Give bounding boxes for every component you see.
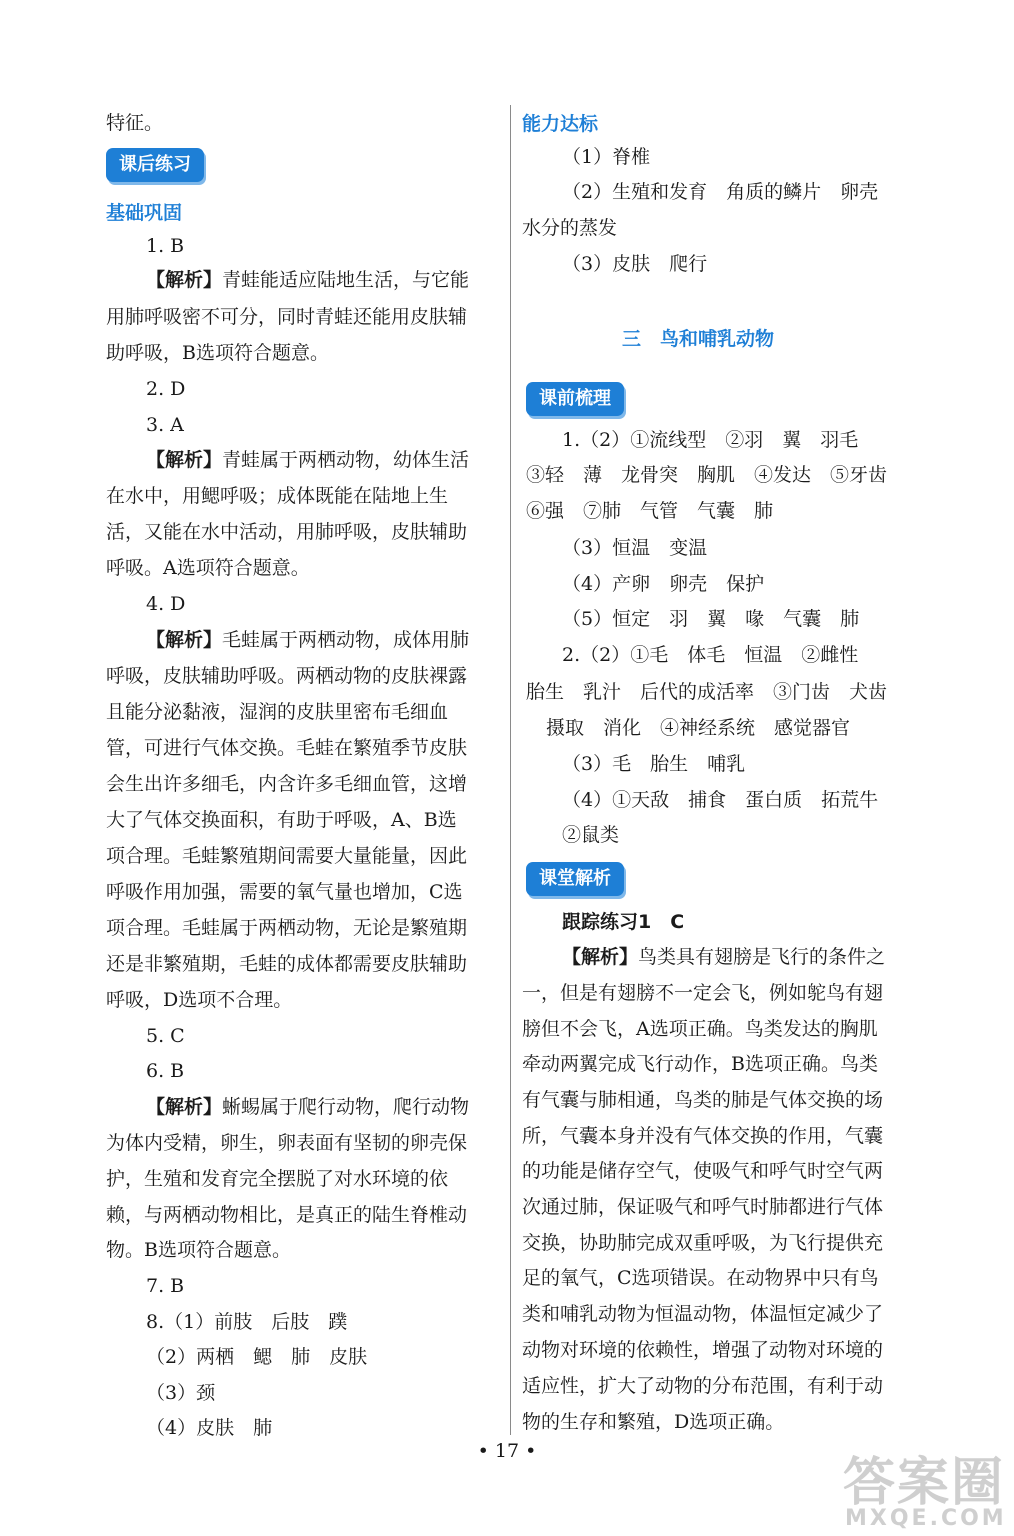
answer-line: 3. A [146,414,184,436]
section-pill-inclass: 课堂解析 [526,862,624,896]
text-line: 所，气囊本身并没有气体交换的作用，气囊 [522,1125,884,1147]
text-line: 还是非繁殖期，毛蛙的成体都需要皮肤辅助 [106,953,468,975]
text-line: 呼吸作用加强，需要的氧气量也增加，C选 [106,881,463,903]
text-line: 交换，协助肺完成双重呼吸，为飞行提供充 [522,1232,884,1254]
text-line: 物的生存和繁殖，D选项正确。 [522,1411,785,1433]
answer-line: （4）皮肤 肺 [146,1417,273,1439]
analysis-text: 毛蛙属于两栖动物，成体用肺 [222,629,470,651]
text-line: 项合理。毛蛙繁殖期间需要大量能量，因此 [106,845,468,867]
text-line: 适应性，扩大了动物的分布范围，有利于动 [522,1375,884,1397]
answer-line: 1. B [146,235,185,257]
analysis-text: 鸟类具有翅膀是飞行的条件之 [638,946,886,968]
text-line: 呼吸。A选项符合题意。 [106,557,310,579]
answer-line: 1.（2）①流线型 ②羽 翼 羽毛 [562,429,859,451]
text-line: 为体内受精，卵生，卵表面有坚韧的卵壳保 [106,1132,468,1154]
answer-line: （4）产卵 卵壳 保护 [562,573,765,595]
answer-line: 2. D [146,378,186,400]
text-line: 膀但不会飞，A选项正确。鸟类发达的胸肌 [522,1018,878,1040]
analysis-tag: 【解析】 [146,1096,223,1118]
analysis-text: 青蛙属于两栖动物，幼体生活 [222,449,470,471]
text-line: 呼吸，皮肤辅助呼吸。两栖动物的皮肤裸露 [106,665,468,687]
watermark [835,1440,1010,1536]
analysis-line [146,1095,469,1119]
analysis-line [146,448,469,472]
answer-line: （5）恒定 羽 翼 喙 气囊 肺 [562,608,860,630]
answer-line: 5. C [146,1025,185,1047]
text-line: 大了气体交换面积，有助于呼吸，A、B选 [106,809,457,831]
analysis-tag: 【解析】 [146,269,223,291]
subhead-basic: 基础巩固 [106,202,183,224]
text-line: 物。B选项符合题意。 [106,1239,291,1261]
answer-line: （3）颈 [146,1382,216,1404]
analysis-line [146,268,469,292]
answer-line: （3）皮肤 爬行 [562,253,708,275]
text-line: 助呼吸，B选项符合题意。 [106,342,329,364]
answer-line: 6. B [146,1060,185,1082]
column-divider [510,105,511,1435]
answer-line: ②鼠类 [562,824,620,846]
text-line: 护，生殖和发育完全摆脱了对水环境的依 [106,1168,449,1190]
answer-line: （2）两栖 鳃 肺 皮肤 [146,1346,368,1368]
section-pill-homework: 课后练习 [106,148,204,182]
analysis-text: 青蛙能适应陆地生活，与它能 [222,269,470,291]
text-line: 类和哺乳动物为恒温动物，体温恒定减少了 [522,1303,884,1325]
answer-line: （4）①天敌 捕食 蛋白质 拓荒牛 [562,789,879,811]
answer-line: 7. B [146,1275,185,1297]
analysis-tag: 【解析】 [146,629,223,651]
text-line: 赖，与两栖动物相比，是真正的陆生脊椎动 [106,1204,468,1226]
text-line: 管，可进行气体交换。毛蛙在繁殖季节皮肤 [106,737,468,759]
answer-line: （3）恒温 变温 [562,537,708,559]
text-line: 项合理。毛蛙属于两栖动物，无论是繁殖期 [106,917,468,939]
answer-line: 8.（1）前肢 后肢 蹼 [146,1311,348,1333]
text-line: ③轻 薄 龙骨突 胸肌 ④发达 ⑤牙齿 [526,464,888,486]
answer-line: （3）毛 胎生 哺乳 [562,753,746,775]
text-line: 用肺呼吸密不可分，同时青蛙还能用皮肤辅 [106,306,468,328]
answer-line: （2）生殖和发育 角质的鳞片 卵壳 [562,181,879,203]
text-line: 的功能是储存空气，使吸气和呼气时空气两 [522,1160,884,1182]
watermark-text: 答案圈 [843,1453,1006,1513]
text-line: 活，又能在水中活动，用肺呼吸，皮肤辅助 [106,521,468,543]
watermark-url: MXQE.COM [845,1506,1007,1531]
text-line: 呼吸，D选项不合理。 [106,989,293,1011]
text-line: 一，但是有翅膀不一定会飞，例如鸵鸟有翅 [522,982,884,1004]
analysis-tag: 【解析】 [146,449,223,471]
text-line: ⑥强 ⑦肺 气管 气囊 肺 [526,500,774,522]
analysis-line [146,628,469,652]
text-line: 足的氧气，C选项错误。在动物界中只有鸟 [522,1267,879,1289]
analysis-text: 蜥蜴属于爬行动物，爬行动物 [222,1096,470,1118]
subhead-ability: 能力达标 [522,113,599,135]
analysis-tag: 【解析】 [562,946,639,968]
text-line: 水分的蒸发 [522,217,618,239]
answer-line: （1）脊椎 [562,146,651,168]
text-line: 且能分泌黏液，湿润的皮肤里密布毛细血 [106,701,449,723]
track-exercise: 跟踪练习1 C [562,911,685,933]
text-line: 次通过肺，保证吸气和呼气时肺都进行气体 [522,1196,884,1218]
text-line: 会生出许多细毛，内含许多毛细血管，这增 [106,773,468,795]
text-line: 特征。 [106,112,164,134]
text-line: 摄取 消化 ④神经系统 感觉器官 [546,717,851,739]
answer-line: 4. D [146,593,186,615]
page-number: • 17 • [477,1440,537,1462]
text-line: 有气囊与肺相通，鸟类的肺是气体交换的场 [522,1089,884,1111]
section-title: 三 鸟和哺乳动物 [622,328,775,350]
answer-line: 2.（2）①毛 体毛 恒温 ②雌性 [562,644,859,666]
text-line: 动物对环境的依赖性，增强了动物对环境的 [522,1339,884,1361]
analysis-line [562,945,885,969]
text-line: 在水中，用鳃呼吸；成体既能在陆地上生 [106,485,449,507]
text-line: 胎生 乳汁 后代的成活率 ③门齿 犬齿 [526,681,888,703]
text-line: 牵动两翼完成飞行动作，B选项正确。鸟类 [522,1053,878,1075]
section-pill-preclass: 课前梳理 [526,382,624,416]
